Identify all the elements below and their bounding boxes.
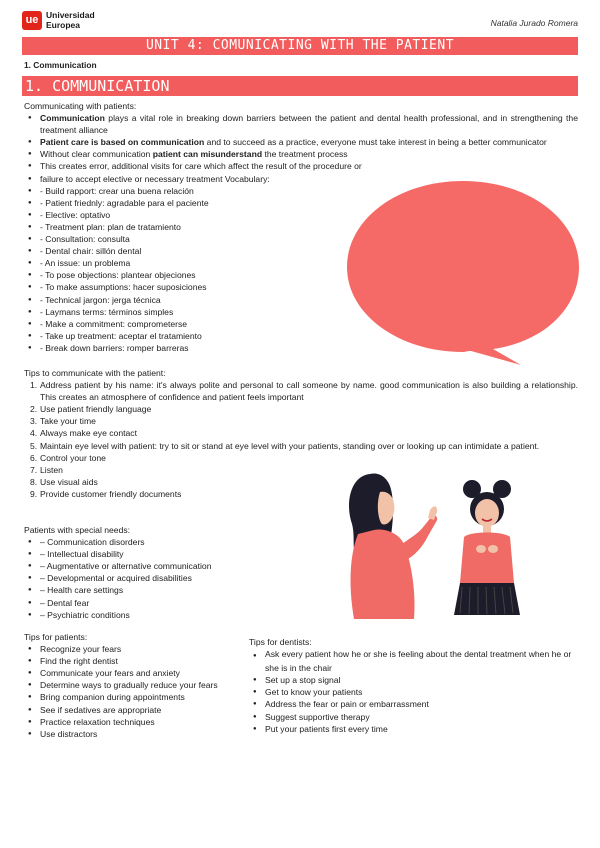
list-item: ● Use distractors xyxy=(24,728,244,740)
logo-text: Universidad Europea xyxy=(46,10,95,30)
list-item: ● Put your patients first every time xyxy=(249,723,577,735)
vocab-item: ● - Break down barriers: romper barreras xyxy=(24,342,578,354)
vocab-item: ● - Make a commitment: comprometerse xyxy=(24,318,578,330)
list-item: ● Find the right dentist xyxy=(24,655,244,667)
vocab-item: ● - Consultation: consulta xyxy=(24,233,578,245)
vocab-item: ● - Treatment plan: plan de tratamiento xyxy=(24,221,578,233)
list-item: 8. Use visual aids xyxy=(30,476,98,487)
list-item: ● Determine ways to gradually reduce your fears xyxy=(24,679,244,691)
list-item: ● – Developmental or acquired disabilities xyxy=(24,572,324,584)
list-item: ● Set up a stop signal xyxy=(249,674,577,686)
section-title: 1. COMMUNICATION xyxy=(22,76,578,96)
list-item: ● – Communication disorders xyxy=(24,536,324,548)
vocab-item: ● - Elective: optativo xyxy=(24,209,578,221)
tips-patients-title: Tips for patients: xyxy=(24,632,88,642)
list-item: ● – Psychiatric conditions xyxy=(24,609,324,621)
list-item: ● – Intellectual disability xyxy=(24,548,324,560)
list-item: ● Recognize your fears xyxy=(24,643,244,655)
tips-communicate-title: Tips to communicate with the patient: xyxy=(24,368,166,378)
list-item: 2. Use patient friendly language xyxy=(30,404,152,415)
list-item: ● – Health care settings xyxy=(24,584,324,596)
tips-patients-section xyxy=(24,631,244,740)
vocab-item: ● - To make assumptions: hacer suposiciones xyxy=(24,281,578,293)
list-item: ● See if sedatives are appropriate xyxy=(24,704,244,716)
list-item: ● – Dental fear xyxy=(24,597,324,609)
vocab-item: ● - Build rapport: crear una buena relación xyxy=(24,185,578,197)
tips-dentists-section xyxy=(249,636,577,735)
list-item: ● This creates error, additional visits for care which affect the result of the procedure or xyxy=(24,160,578,172)
vocab-item: ● - Take up treatment: aceptar el tratamiento xyxy=(24,330,578,342)
author-name: Natalia Jurado Romera xyxy=(490,18,578,28)
list-item: ● Patient care is based on communication and to succeed as a practice, everyone must take interest in being a better communicator xyxy=(24,136,578,148)
vocab-item: ● - An issue: un problema xyxy=(24,257,578,269)
communicating-title: Communicating with patients: xyxy=(24,101,137,111)
list-item: 4. Always make eye contact xyxy=(30,428,137,439)
list-item: ● failure to accept elective or necessary treatment Vocabulary: xyxy=(24,173,578,185)
list-item: ● – Augmentative or alternative communication xyxy=(24,560,324,572)
list-item: 3. Take your time xyxy=(30,416,96,427)
list-item: ● Bring companion during appointments xyxy=(24,691,244,703)
special-needs-section xyxy=(24,524,324,621)
list-item: ● Communicate your fears and anxiety xyxy=(24,667,244,679)
vocab-item: ● - Technical jargon: jerga técnica xyxy=(24,294,578,306)
vocab-item: ● - To pose objections: plantear objeciones xyxy=(24,269,578,281)
list-item: 5. Maintain eye level with patient: try to sit or stand at eye level with your patients, standing over or looking up can intimidate a patient. xyxy=(30,440,540,451)
unit-title: UNIT 4: COMUNICATING WITH THE PATIENT xyxy=(22,37,578,55)
vocab-item: ● - Patient friednly: agradable para el paciente xyxy=(24,197,578,209)
list-item: ● Practice relaxation techniques xyxy=(24,716,244,728)
vocab-item: ● - Dental chair: sillón dental xyxy=(24,245,578,257)
communicating-section xyxy=(24,100,578,354)
list-item: 9. Provide customer friendly documents xyxy=(30,488,182,499)
list-item: ● Communication plays a vital role in breaking down barriers between the patient and dental health professional, and in strengthening the treatment alliance xyxy=(24,112,578,136)
list-item: 7. Listen xyxy=(30,464,63,475)
list-item: ● Get to know your patients xyxy=(249,686,577,698)
breadcrumb: 1. Communication xyxy=(24,60,97,70)
list-item: ● Suggest supportive therapy xyxy=(249,711,577,723)
university-logo xyxy=(22,10,112,32)
vocab-item: ● - Laymans terms: términos simples xyxy=(24,306,578,318)
tips-dentists-title: Tips for dentists: xyxy=(249,637,312,647)
list-item: 6. Control your tone xyxy=(30,452,106,463)
woman-listening-illustration xyxy=(450,475,525,623)
list-item: 1. Address patient by his name: it's always polite and personal to call someone by name. good communication is also building a relationship. This creates an atmosphere of confidence and patient feels important xyxy=(30,380,578,403)
special-needs-title: Patients with special needs: xyxy=(24,525,131,535)
ue-logo-icon: ue xyxy=(22,11,42,30)
tips-dentists-lead: ● Ask every patient how he or she is feeling about the dental treatment when he or she is in the chair xyxy=(253,649,572,674)
list-item: ● Address the fear or pain or embarrassment xyxy=(249,698,577,710)
list-item: ● Without clear communication patient can misunderstand the treatment process xyxy=(24,148,578,160)
